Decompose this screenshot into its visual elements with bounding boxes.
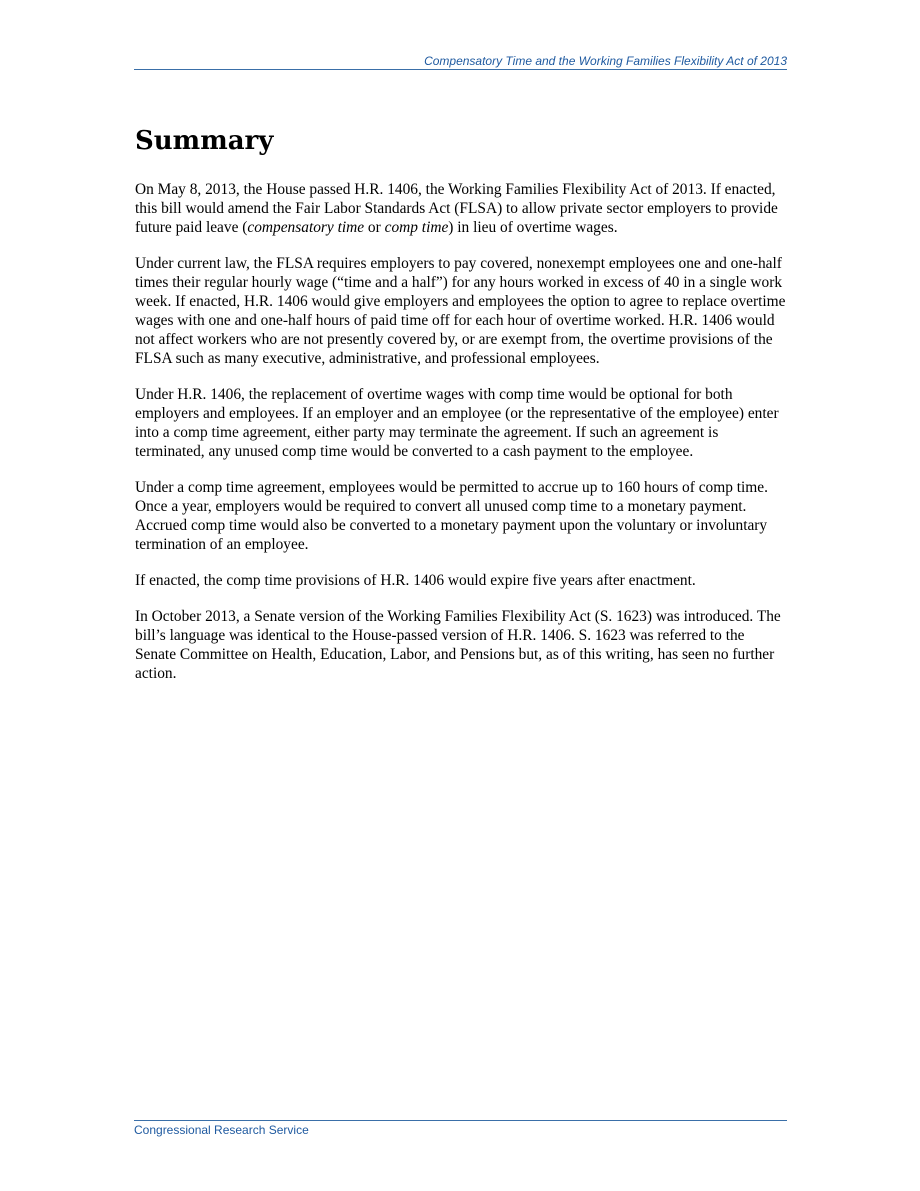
paragraph-5: If enacted, the comp time provisions of H.R. 1406 would expire five years after enactment. [135,572,696,589]
paragraph-1 [135,180,787,237]
footer-organization: Congressional Research Service [134,1123,309,1137]
paragraph-4: Under a comp time agreement, employees would be permitted to accrue up to 160 hours of comp time. Once a year, employers would be required to convert all unused comp time to a monetary payment. Accrued comp time would also be converted to a monetary payment upon the voluntary or involuntary termination of an employee. [135,479,768,553]
paragraph-1-text-c: ) in lieu of overtime wages. [448,219,618,236]
paragraph-1-text-a: On May 8, 2013, the House passed H.R. 1406, the Working Families Flexibility Act of 2013. If enacted, this bill would amend the Fair Labor Standards Act (FLSA) to allow private sector employers to provide future paid leave ( [135,181,778,236]
document-body [135,124,787,700]
paragraph-1-text-b: or [364,219,385,236]
paragraph-3: Under H.R. 1406, the replacement of overtime wages with comp time would be optional for both employers and employees. If an employer and an employee (or the representative of the employee) enter into a comp time agreement, either party may terminate the agreement. If such an agreement is terminated, any unused comp time would be converted to a cash payment to the employee. [135,386,779,460]
paragraph-2: Under current law, the FLSA requires employers to pay covered, nonexempt employees one and one-half times their regular hourly wage (“time and a half”) for any hours worked in excess of 40 in a single work week. If enacted, H.R. 1406 would give employers and employees the option to agree to replace overtime wages with one and one-half hours of paid time off for each hour of overtime worked. H.R. 1406 would not affect workers who are not presently covered by, or are exempt from, the overtime provisions of the FLSA such as many executive, administrative, and professional employees. [135,255,786,367]
page-footer [134,1120,787,1137]
paragraph-6: In October 2013, a Senate version of the Working Families Flexibility Act (S. 1623) was introduced. The bill’s language was identical to the House-passed version of H.R. 1406. S. 1623 was referred to the Senate Committee on Health, Education, Labor, and Pensions but, as of this writing, has seen no further action. [135,608,781,682]
paragraph-1-emphasis-2: comp time [384,219,449,236]
running-header [134,54,787,70]
section-heading: Summary [135,126,274,156]
paragraph-1-emphasis-1: compensatory time [247,219,365,236]
running-title: Compensatory Time and the Working Families Flexibility Act of 2013 [424,54,787,68]
